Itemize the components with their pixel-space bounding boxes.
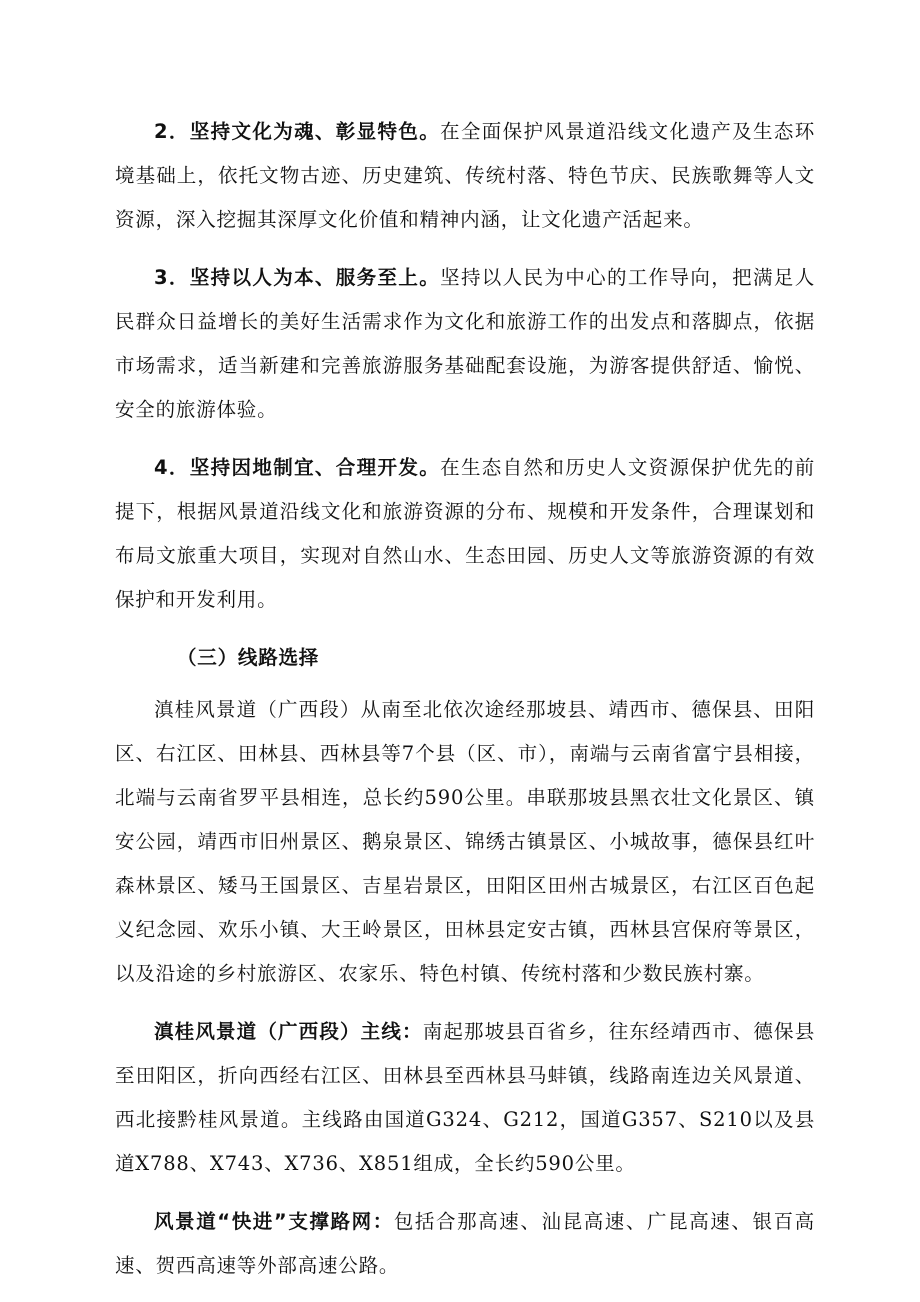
main-line-body: 南起那坡县百省乡，往东经靖西市、德保县至田阳区，折向西经右江区、田林县至西林县马蚌镇，线路南连边关风景道、西北接黔桂风景道。主线路由国道G324、G212，国道G357、S210以及县道X788、X743、X736、X851组成，全长约590公里。 [115, 1020, 816, 1175]
fast-network-body: 包括合那高速、汕昆高速、广昆高速、银百高速、贺西高速等外部高速公路。 [115, 1210, 815, 1277]
principle-4-body: 在生态自然和历史人文资源保护优先的前提下，根据风景道沿线文化和旅游资源的分布、规模和开发条件，合理谋划和布局文旅重大项目，实现对自然山水、生态田园、历史人文等旅游资源的有效保护和开发利用。 [115, 456, 815, 611]
principle-3-lead: 3．坚持以人为本、服务至上。 [154, 266, 441, 289]
principle-2-body: 在全面保护风景道沿线文化遗产及生态环境基础上，依托文物古迹、历史建筑、传统村落、特色节庆、民族歌舞等人文资源，深入挖掘其深厚文化价值和精神内涵，让文化遗产活起来。 [115, 120, 815, 231]
document-body [115, 110, 815, 1302]
fast-network-lead: 风景道“快进”支撑路网： [154, 1210, 394, 1233]
route-intro-paragraph: 滇桂风景道（广西段）从南至北依次途经那坡县、靖西市、德保县、田阳区、右江区、田林县、西林县等7个县（区、市），南端与云南省富宁县相接，北端与云南省罗平县相连，总长约590公里。串联那坡县黑衣壮文化景区、镇安公园，靖西市旧州景区、鹅泉景区、锦绣古镇景区、小城故事，德保县红叶森林景区、矮马王国景区、吉星岩景区，田阳区田州古城景区，右江区百色起义纪念园、欢乐小镇、大王岭景区，田林县定安古镇，西林县宫保府等景区，以及沿途的乡村旅游区、农家乐、特色村镇、传统村落和少数民族村寨。 [115, 698, 815, 985]
main-line-lead: 滇桂风景道（广西段）主线： [154, 1020, 423, 1043]
fast-network-paragraph [115, 1200, 815, 1288]
principle-paragraph-3 [115, 256, 815, 432]
section-heading-route-selection: （三）线路选择 [177, 646, 320, 669]
principle-paragraph-4 [115, 446, 815, 622]
principle-2-lead: 2．坚持文化为魂、彰显特色。 [154, 120, 441, 143]
principle-paragraph-2 [115, 110, 815, 242]
principle-3-body: 坚持以人民为中心的工作导向，把满足人民群众日益增长的美好生活需求作为文化和旅游工作的出发点和落脚点，依据市场需求，适当新建和完善旅游服务基础配套设施，为游客提供舒适、愉悦、安全的旅游体验。 [115, 266, 815, 421]
principle-4-lead: 4．坚持因地制宜、合理开发。 [154, 456, 441, 479]
main-line-paragraph [115, 1010, 815, 1186]
